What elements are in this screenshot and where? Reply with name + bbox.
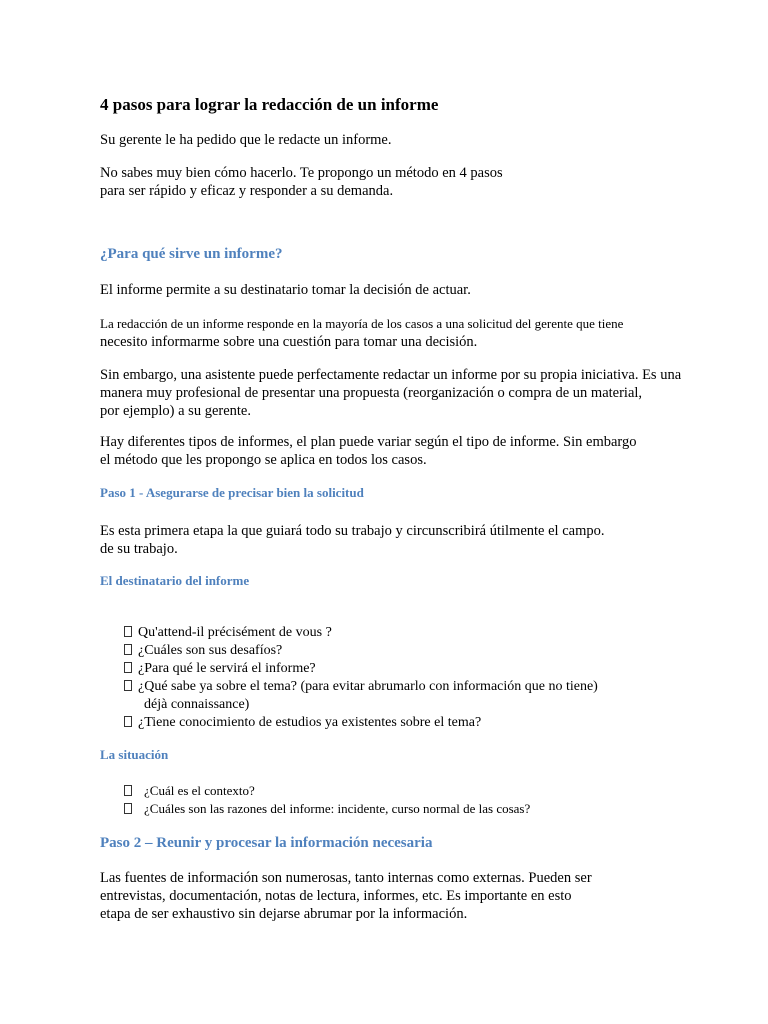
list-item (124, 800, 530, 818)
purpose-paragraph-4 (100, 433, 636, 469)
list-item (124, 660, 598, 678)
step1-heading: Paso 1 - Asegurarse de precisar bien la solicitud (100, 485, 364, 500)
checkbox-bullet-icon (124, 644, 132, 655)
text-line: La redacción de un informe responde en la mayoría de los casos a una solicitud del gerente que tiene (100, 316, 624, 331)
purpose-paragraph-1: El informe permite a su destinatario tomar la decisión de actuar. (100, 282, 471, 298)
text-line: manera muy profesional de presentar una propuesta (reorganización o compra de un material, (100, 385, 643, 401)
checkbox-bullet-icon (124, 626, 132, 637)
recipient-heading: El destinatario del informe (100, 573, 250, 588)
checkbox-bullet-icon (124, 716, 132, 727)
step2-heading: Paso 2 – Reunir y procesar la información necesaria (100, 835, 433, 851)
step1-paragraph (100, 522, 604, 558)
document-title: 4 pasos para lograr la redacción de un informe (100, 95, 439, 114)
situation-question-list (124, 782, 530, 818)
text-line: Las fuentes de información son numerosas, tanto internas como externas. Pueden ser (100, 870, 592, 886)
text-line: Es esta primera etapa la que guiará todo su trabajo y circunscribirá útilmente el campo. (100, 523, 605, 539)
text-line: entrevistas, documentación, notas de lectura, informes, etc. Es importante en esto (100, 888, 572, 904)
list-item (124, 678, 598, 714)
text-line: de su trabajo. (100, 541, 178, 557)
text-line: No sabes muy bien cómo hacerlo. Te propongo un método en 4 pasos (100, 165, 503, 181)
intro-paragraph-2 (100, 164, 503, 200)
checkbox-bullet-icon (124, 785, 132, 796)
section-heading-purpose: ¿Para qué sirve un informe? (100, 246, 283, 262)
recipient-question-list (124, 624, 598, 732)
text-line: por ejemplo) a su gerente. (100, 403, 251, 419)
purpose-paragraph-2 (100, 315, 623, 351)
list-item (124, 782, 530, 800)
step2-paragraph (100, 869, 592, 923)
checkbox-bullet-icon (124, 662, 132, 673)
text-line: etapa de ser exhaustivo sin dejarse abrumar por la información. (100, 906, 468, 922)
purpose-paragraph-3 (100, 366, 681, 420)
situation-heading: La situación (100, 747, 169, 762)
list-item (124, 714, 598, 732)
list-item (124, 624, 598, 642)
list-item-text: ¿Qué sabe ya sobre el tema? (para evitar abrumarlo con información que no tiene) (138, 679, 598, 694)
checkbox-bullet-icon (124, 803, 132, 814)
text-line: Hay diferentes tipos de informes, el plan puede variar según el tipo de informe. Sin embargo (100, 434, 637, 450)
list-item-text: ¿Cuáles son sus desafíos? (138, 643, 283, 658)
list-item (124, 642, 598, 660)
intro-paragraph-1: Su gerente le ha pedido que le redacte un informe. (100, 132, 392, 148)
list-item-text: ¿Para qué le servirá el informe? (138, 661, 316, 676)
text-line: el método que les propongo se aplica en todos los casos. (100, 452, 427, 468)
list-item-continuation: déjà connaissance) (144, 697, 250, 712)
list-item-text: ¿Cuál es el contexto? (144, 783, 255, 798)
list-item-text: Qu'attend-il précisément de vous ? (138, 625, 332, 640)
checkbox-bullet-icon (124, 680, 132, 691)
list-item-text: ¿Tiene conocimiento de estudios ya existentes sobre el tema? (138, 715, 482, 730)
list-item-text: ¿Cuáles son las razones del informe: incidente, curso normal de las cosas? (144, 801, 531, 816)
text-line: Sin embargo, una asistente puede perfectamente redactar un informe por su propia iniciativa. Es una (100, 367, 682, 383)
text-line: para ser rápido y eficaz y responder a su demanda. (100, 183, 394, 199)
text-line: necesito informarme sobre una cuestión para tomar una decisión. (100, 334, 478, 350)
